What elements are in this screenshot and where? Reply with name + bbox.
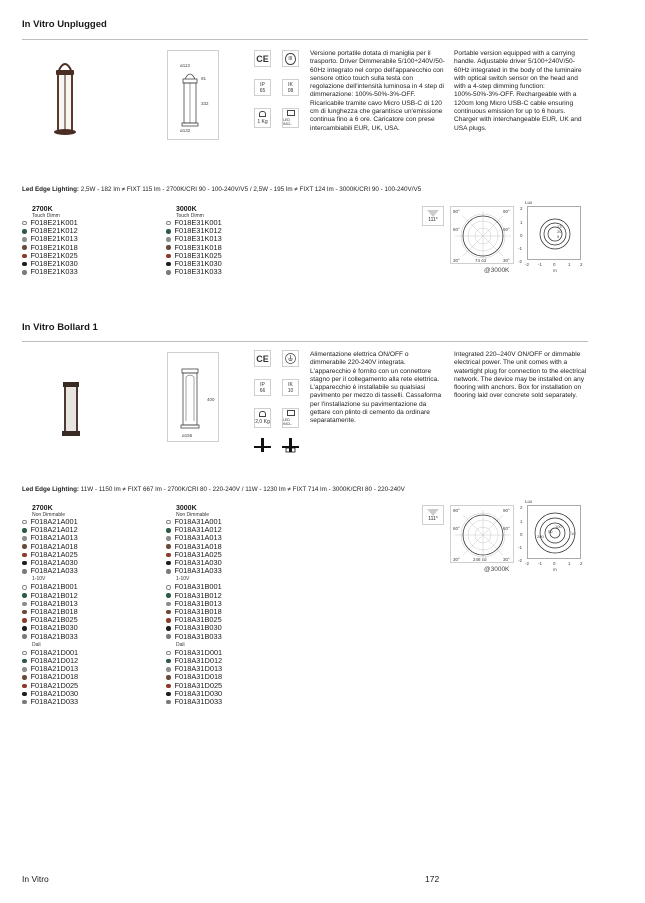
finish-swatch-icon [22,569,27,574]
finish-swatch-icon [22,659,27,664]
finish-swatch-icon [166,585,171,590]
product-code: F018A21B012 [30,590,78,600]
ce-mark-icon: CE [254,350,271,367]
product-photo [45,60,85,140]
product-code: F018A31D012 [174,656,223,666]
finish-swatch-icon [166,245,171,250]
product-code: F018A31B033 [174,631,222,641]
finish-swatch-icon [22,544,27,549]
product-code: F018A21B030 [30,623,78,633]
polar-diagram: 90° 60° 30° 248 cd 30° 60° 90° [450,505,514,563]
code-list [166,219,286,276]
finish-swatch-icon [22,602,27,607]
finish-swatch-icon [166,700,171,705]
dim-bottom: ø155 [182,433,193,438]
product-code-item [166,567,286,575]
section-title: In Vitro Bollard 1 [22,322,98,333]
product-photo [60,382,82,436]
product-code-item [166,633,286,641]
finish-swatch-icon [22,667,27,672]
product-code: F018E21K001 [30,218,78,227]
finish-swatch-icon [166,270,171,275]
product-code: F018A31A013 [174,533,222,543]
finish-swatch-icon [166,602,171,607]
product-code: F018A21D033 [30,697,79,707]
product-code: F018A31B001 [174,582,222,592]
finish-swatch-icon [22,561,27,566]
ip-rating-icon: IP 65 [254,79,271,96]
finish-swatch-icon [166,254,171,259]
column-subheader: Non Dimmable [176,512,210,518]
product-code: F018A31D013 [174,664,223,674]
finish-swatch-icon [166,659,171,664]
product-code: F018A21D012 [30,656,79,666]
finish-swatch-icon [166,626,171,631]
column-subheader: Non Dimmable [32,512,66,518]
finish-swatch-icon [22,528,27,533]
code-list [22,649,142,706]
group-label: Dali [176,641,185,648]
dim-top: ø113 [180,63,190,68]
product-code: F018A21D030 [30,688,79,698]
product-code: F018E21K025 [30,250,78,260]
finish-swatch-icon [22,675,27,680]
product-code: F018A21A018 [30,541,78,551]
peak-intensity: 74 cd [475,258,487,263]
product-code: F018A31A033 [174,566,222,576]
finish-swatch-icon [22,262,27,267]
product-code: F018A21B025 [30,615,78,625]
group-label: Dali [32,641,41,648]
bollard-outline-drawing [178,367,202,429]
finish-swatch-icon [22,610,27,615]
product-code: F018A31A030 [174,558,222,568]
product-code: F018A21B001 [30,582,78,592]
product-code-item [22,567,142,575]
product-code-item [166,268,286,276]
product-code: F018A31D001 [174,647,223,657]
product-code: F018E21K030 [30,259,78,269]
lux-chart: Lux 2 1 0 -1 -2 50 100 200 10 -2 -1 0 1 2 m [518,499,583,572]
product-code: F018A21D018 [30,672,79,682]
column-header: 2700K [32,206,53,213]
product-code: F018A31D025 [174,680,223,690]
finish-swatch-icon [22,626,27,631]
ip-rating-icon: IP 66 [254,379,271,396]
product-code: F018A21B013 [30,598,78,608]
finish-swatch-icon [22,270,27,275]
product-code: F018A31D030 [174,688,223,698]
code-list [22,583,142,640]
code-list [166,518,286,575]
finish-swatch-icon [22,254,27,259]
section-divider [22,341,588,342]
finish-swatch-icon [22,553,27,558]
product-code: F018E21K018 [30,242,78,252]
product-code: F018A21B018 [30,607,78,617]
product-code: F018E21K033 [30,267,78,277]
column-header: 2700K [32,505,53,512]
product-code-item [22,268,142,276]
polar-caption: @3000K [484,566,510,573]
finish-swatch-icon [166,675,171,680]
product-code: F018A31B013 [174,598,222,608]
description-english: Portable version equipped with a carrying handle. Adjustable driver 5/100÷240V/50-60Hz integrated in the body of the luminaire with optical switch sensor on the head and with a 4-step dimming function: 100%-50%-3%-OFF. Rechargeable with a 120cm long Micro USB-C cable ensuring continuous emission for up to 6 hours. Charger with interchangeable EUR, UK and USA plugs. [454,50,582,132]
column-header: 3000K [176,505,197,512]
product-code: F018A31D018 [174,672,223,682]
product-code: F018A21A001 [30,517,78,526]
code-column-3000k [166,505,286,706]
code-list [22,219,142,276]
group-label: 1-10V [32,576,46,583]
product-code: F018A21A030 [30,558,78,568]
ce-mark-icon: CE [254,50,271,67]
finish-swatch-icon [22,692,27,697]
finish-swatch-icon [166,618,171,623]
product-code: F018A21A012 [30,525,78,535]
finish-swatch-icon [166,692,171,697]
column-header: 3000K [176,206,197,213]
dim-right: 400 [207,397,215,402]
code-list [166,583,286,640]
finish-swatch-icon [166,667,171,672]
finish-swatch-icon [22,700,27,705]
product-code-item [22,698,142,706]
finish-swatch-icon [22,634,27,639]
product-code: F018A21A033 [30,566,78,576]
product-code: F018E31K030 [174,259,222,269]
description-italian: Alimentazione elettrica ON/OFF o dimmerabile 220-240V integrata. L'apparecchio è fornito con un connettore stagno per il collegamento alla rete elettrica. L'apparecchio è installabile su qualsiasi pavimento per mezzo di tasselli. Cassaforma per l'installazione su pavimentazione da gettare con plinto di cemento da ordinare separatamente. [310,351,442,425]
product-code: F018A21D025 [30,680,79,690]
lux-chart: Lux 2 1 0 -1 -2 13 20 5 -2 -1 0 1 2 m [518,200,583,273]
section-title: In Vitro Unplugged [22,19,107,30]
product-code: F018E21K012 [30,226,78,236]
finish-swatch-icon [22,221,27,226]
product-code-item [22,633,142,641]
finish-swatch-icon [166,561,171,566]
concrete-base-icon [282,436,299,453]
product-code: F018A31B012 [174,590,222,600]
finish-swatch-icon [166,520,171,525]
product-code: F018E31K013 [174,234,222,244]
column-subheader: Touch Dimm [32,213,60,219]
product-code: F018E31K012 [174,226,222,236]
led-included-icon: LED INCL. [282,108,299,128]
finish-swatch-icon [22,593,27,598]
finish-swatch-icon [22,520,27,525]
dim-bottom: ø132 [180,128,191,133]
floor-mount-icon [254,436,271,453]
product-code: F018E31K033 [174,267,222,277]
finish-swatch-icon [22,245,27,250]
peak-intensity: 248 cd [473,557,487,562]
beam-angle-icon: 111° [422,206,444,226]
product-code: F018A21A025 [30,549,78,559]
finish-swatch-icon [22,237,27,242]
finish-swatch-icon [166,553,171,558]
dim-right-2: 332 [201,101,209,106]
product-code: F018E31K025 [174,250,222,260]
product-code: F018A21B033 [30,631,78,641]
product-code: F018A31D033 [174,697,223,707]
product-code: F018A21A013 [30,533,78,543]
finish-swatch-icon [166,593,171,598]
finish-swatch-icon [166,237,171,242]
technical-drawing [167,50,219,140]
product-code: F018A21D013 [30,664,79,674]
code-column-2700k [22,505,142,706]
finish-swatch-icon [166,544,171,549]
finish-swatch-icon [166,610,171,615]
led-included-icon: LED INCL. [282,408,299,428]
finish-swatch-icon [22,229,27,234]
weight-icon: 2,0 Kg [254,408,271,428]
finish-swatch-icon [166,684,171,689]
group-label: 1-10V [176,576,190,583]
product-code: F018E31K018 [174,242,222,252]
finish-swatch-icon [166,229,171,234]
polar-diagram: 90° 60° 30° 74 cd 30° 60° 90° [450,206,514,264]
finish-swatch-icon [166,221,171,226]
finish-swatch-icon [22,684,27,689]
finish-swatch-icon [22,618,27,623]
weight-icon: 1 Kg [254,108,271,128]
polar-caption: @3000K [484,267,510,274]
led-spec-line: Led Edge Lighting: 2,5W - 182 lm ≠ FIXT 115 lm - 2700K/CRI 90 - 100-240V/V5 / 2,5W - 195 lm ≠ FIXT 124 lm - 3000K/CRI 90 - 100-240V/V5 [22,186,422,193]
product-code: F018A31A025 [174,549,222,559]
product-code: F018A21D001 [30,647,79,657]
ik-rating-icon: IK 08 [282,79,299,96]
beam-angle-icon: 111° [422,505,444,525]
code-column-2700k [22,206,142,276]
finish-swatch-icon [22,651,27,656]
finish-swatch-icon [22,536,27,541]
description-english: Integrated 220–240V ON/OFF or dimmable electrical power. The unit comes with a watertight plug for connection to the electrical network. The device may be installed on any flooring with anchors. Box for installation on flooring laid over concrete sold separately. [454,351,587,400]
finish-swatch-icon [22,585,27,590]
page-number: 172 [425,874,440,884]
led-spec-line: Led Edge Lighting: 11W - 1150 lm ≠ FIXT 667 lm - 2700K/CRI 80 - 220-240V / 11W - 1230 lm ≠ FIXT 714 lm - 3000K/CRI 80 - 220-240V [22,486,405,493]
code-list [166,649,286,706]
finish-swatch-icon [166,536,171,541]
description-italian: Versione portatile dotata di maniglia per il trasporto. Driver Dimmerabile 5/100÷240V/50-60Hz integrato nel corpo dell'apparecchio con sensore ottico touch sulla testa con regolazione dell'intensità luminosa in 4 step di dimmerazione: 100%-50%-3%-OFF. Ricaricabile tramite cavo Micro USB-C di 120 cm di lunghezza che garantisce un'emissione continua fino a 6 ore. Caricatore con prese intercambiabili EUR, UK, USA. [310,50,445,132]
class-iii-icon: III [282,50,299,67]
product-code-item [166,698,286,706]
product-code: F018A31A012 [174,525,222,535]
code-list [22,518,142,575]
dim-right-1: 91 [201,76,207,81]
section-divider [22,39,588,40]
finish-swatch-icon [166,528,171,533]
column-subheader: Touch Dimm [176,213,204,219]
finish-swatch-icon [166,651,171,656]
product-code: F018E31K001 [174,218,222,227]
product-code: F018A31B030 [174,623,222,633]
product-code: F018A31B018 [174,607,222,617]
product-code: F018E21K013 [30,234,78,244]
code-column-3000k [166,206,286,276]
finish-swatch-icon [166,262,171,267]
ik-rating-icon: IK 10 [282,379,299,396]
product-code: F018A31B025 [174,615,222,625]
earth-ground-icon [282,350,299,367]
finish-swatch-icon [166,634,171,639]
product-code: F018A31A018 [174,541,222,551]
footer-collection: In Vitro [22,874,49,884]
product-code: F018A31A001 [174,517,222,526]
technical-drawing [167,352,219,442]
finish-swatch-icon [166,569,171,574]
